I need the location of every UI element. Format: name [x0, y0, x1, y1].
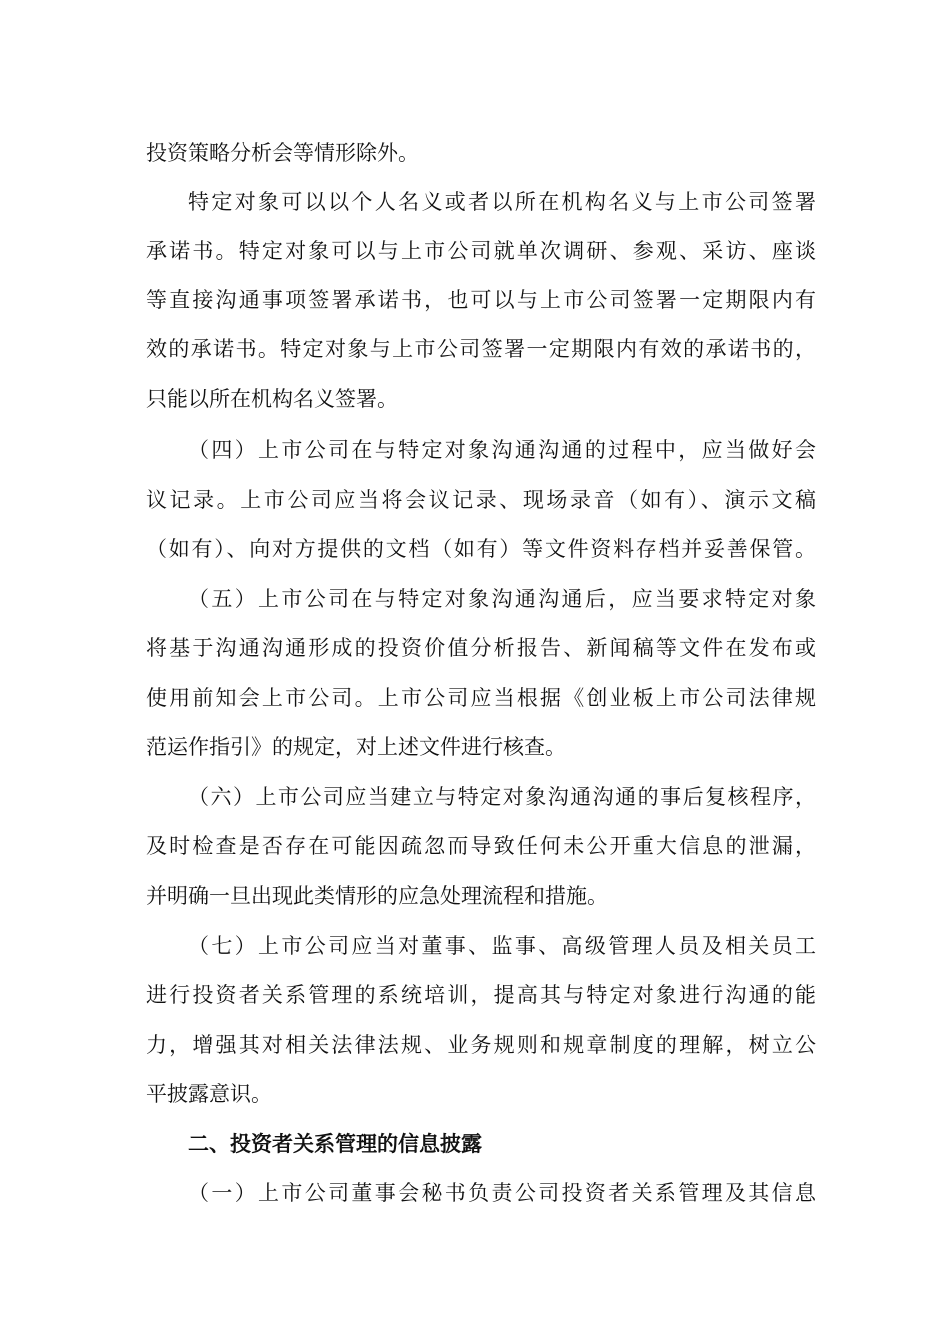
text-line: 力，增强其对相关法律法规、业务规则和规章制度的理解，树立公 — [146, 1033, 816, 1057]
text-line: （一）上市公司董事会秘书负责公司投资者关系管理及其信息 — [188, 1181, 816, 1205]
text-line: 进行投资者关系管理的系统培训，提高其与特定对象进行沟通的能 — [146, 983, 816, 1007]
text-line: 及时检查是否存在可能因疏忽而导致任何未公开重大信息的泄漏， — [146, 834, 816, 858]
text-line: 将基于沟通沟通形成的投资价值分析报告、新闻稿等文件在发布或 — [146, 636, 816, 660]
text-line: 使用前知会上市公司。上市公司应当根据《创业板上市公司法律规 — [146, 686, 816, 710]
section-heading: 二、投资者关系管理的信息披露 — [188, 1131, 482, 1156]
text-line: 承诺书。特定对象可以与上市公司就单次调研、参观、采访、座谈 — [146, 239, 816, 263]
text-line: 平披露意识。 — [146, 1082, 272, 1106]
text-line: 投资策略分析会等情形除外。 — [146, 141, 419, 165]
text-line: 等直接沟通事项签署承诺书，也可以与上市公司签署一定期限内有 — [146, 288, 816, 312]
text-line: 只能以所在机构名义签署。 — [146, 387, 398, 411]
text-line: 特定对象可以以个人名义或者以所在机构名义与上市公司签署 — [188, 190, 816, 214]
text-line: （七）上市公司应当对董事、监事、高级管理人员及相关员工 — [188, 934, 816, 958]
text-line: 效的承诺书。特定对象与上市公司签署一定期限内有效的承诺书的， — [146, 337, 816, 361]
text-line: （五）上市公司在与特定对象沟通沟通后，应当要求特定对象 — [188, 587, 816, 611]
text-line: 并明确一旦出现此类情形的应急处理流程和措施。 — [146, 884, 608, 908]
text-line: （如有）、向对方提供的文档（如有）等文件资料存档并妥善保管。 — [146, 537, 816, 561]
text-line: （六）上市公司应当建立与特定对象沟通沟通的事后复核程序， — [188, 785, 816, 809]
text-line: 议记录。上市公司应当将会议记录、现场录音（如有）、演示文稿 — [146, 488, 816, 512]
text-line: 范运作指引》的规定，对上述文件进行核查。 — [146, 735, 566, 759]
text-line: （四）上市公司在与特定对象沟通沟通的过程中，应当做好会 — [188, 438, 816, 462]
